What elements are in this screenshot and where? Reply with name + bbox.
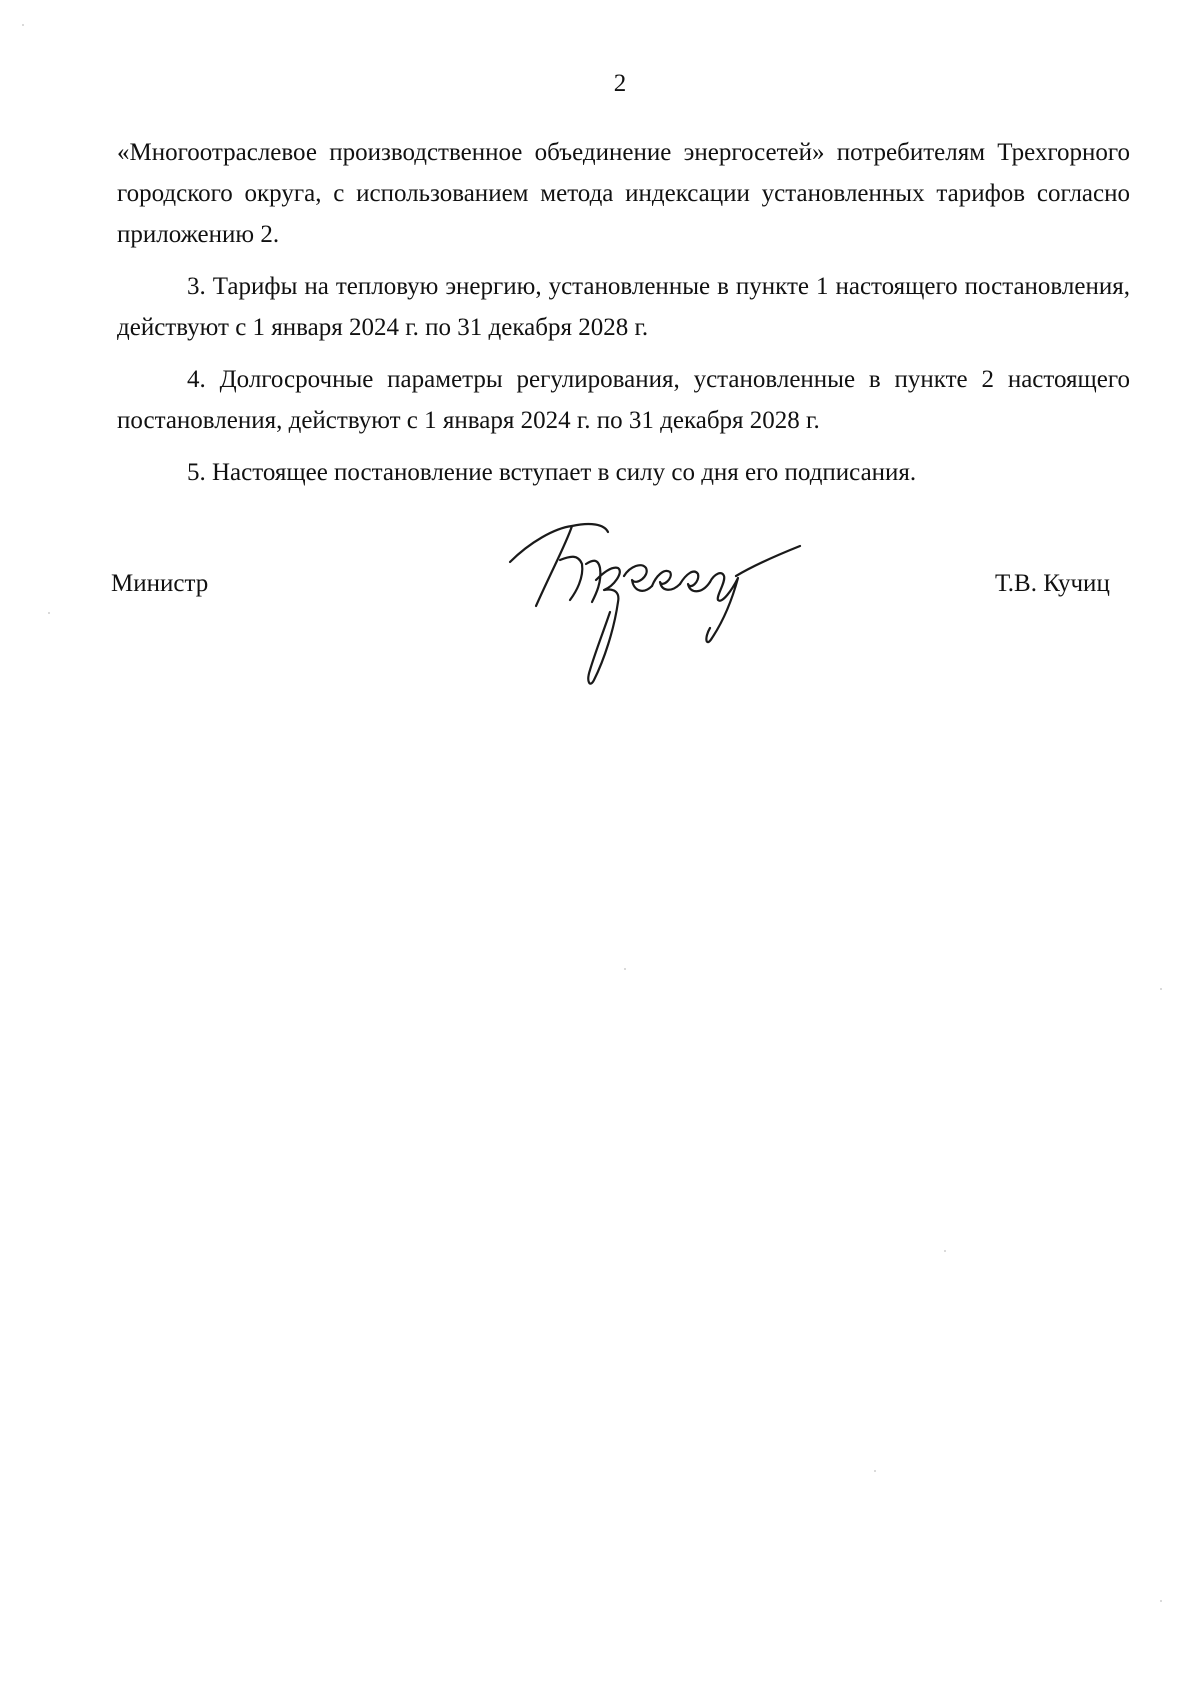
- scan-speck: [874, 1470, 876, 1472]
- handwritten-signature: [500, 520, 830, 700]
- scan-speck: [22, 24, 24, 26]
- scan-speck: [944, 1250, 946, 1252]
- page-number: 2: [613, 70, 627, 97]
- paragraph-item-3: 3. Тарифы на тепловую энергию, установленные в пункте 1 настоящего постановления, действуют с 1 января 2024 г. по 31 декабря 2028 г.: [117, 273, 1130, 341]
- scan-speck: [624, 968, 626, 970]
- document-body: [117, 132, 1130, 504]
- signatory-position: Министр: [111, 570, 209, 597]
- paragraph-item-4: 4. Долгосрочные параметры регулирования, установленные в пункте 2 настоящего постановления, действуют с 1 января 2024 г. по 31 декабря 2028 г.: [117, 366, 1130, 434]
- paragraph-continuation: «Многоотраслевое производственное объединение энергосетей» потребителям Трехгорного городского округа, с использованием метода индексации установленных тарифов согласно приложению 2.: [117, 139, 1130, 248]
- scan-speck: [1160, 988, 1162, 990]
- scan-speck: [48, 612, 50, 614]
- signatory-name: Т.В. Кучиц: [995, 570, 1110, 597]
- paragraph-item-5: 5. Настоящее постановление вступает в силу со дня его подписания.: [187, 459, 917, 486]
- scan-speck: [1160, 1600, 1162, 1602]
